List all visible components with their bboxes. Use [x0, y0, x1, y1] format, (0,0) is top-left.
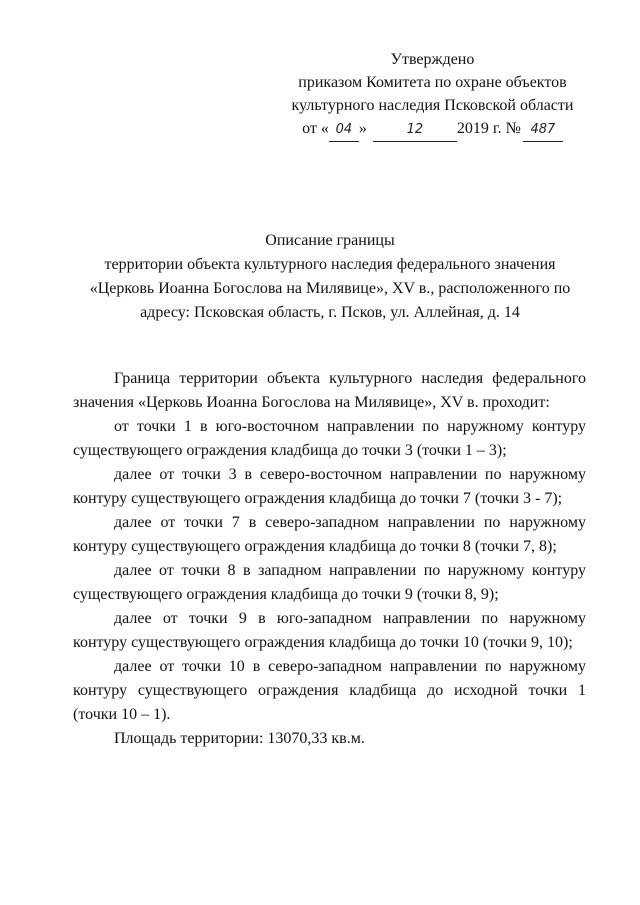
order-number-handwritten: 487 — [523, 118, 563, 142]
date-mid: » — [358, 120, 367, 137]
approval-date-line — [270, 117, 595, 142]
paragraph-segment-7-8: далее от точки 7 в северо-западном направлении по наружному контуру существующего ограждения кладбища до точки 8 (точки 7, 8); — [73, 514, 586, 555]
paragraph-segment-10-1: далее от точки 10 в северо-западном направлении по наружному контуру существующего ограждения кладбища до исходной точки 1 (точки 10 – 1). — [73, 658, 586, 723]
approval-committee-line: культурного наследия Псковской области — [291, 97, 574, 114]
paragraph-segment-1-3: от точки 1 в юго-восточном направлении по наружному контуру существующего ограждения кладбища до точки 3 (точки 1 – 3); — [73, 418, 586, 459]
document-body — [73, 367, 586, 751]
title-line-3: «Церковь Иоанна Богослова на Милявице», XV в., расположенного по — [89, 280, 571, 297]
date-month-handwritten: 12 — [373, 118, 457, 142]
paragraph-segment-3-7: далее от точки 3 в северо-восточном направлении по наружному контуру существующего ограждения кладбища до точки 7 (точки 3 - 7); — [73, 466, 586, 507]
approval-order-line: приказом Комитета по охране объектов — [298, 74, 567, 91]
date-prefix: от « — [302, 120, 329, 137]
title-line-4: адресу: Псковская область, г. Псков, ул. Аллейная, д. 14 — [140, 304, 520, 321]
date-day-handwritten: 04 — [329, 118, 359, 142]
title-line-1: Описание границы — [265, 232, 395, 249]
approval-block — [270, 48, 595, 142]
document-title — [60, 229, 600, 325]
paragraph-segment-8-9: далее от точки 8 в западном направлении по наружному контуру существующего ограждения кладбища до точки 9 (точки 8, 9); — [73, 562, 586, 603]
approval-heading: Утверждено — [390, 51, 475, 68]
date-year-number: 2019 г. № — [456, 120, 521, 137]
title-line-2: территории объекта культурного наследия федерального значения — [104, 256, 556, 273]
paragraph-area: Площадь территории: 13070,33 кв.м. — [114, 730, 365, 747]
paragraph-intro: Граница территории объекта культурного наследия федерального значения «Церковь Иоанна Богослова на Милявице», XV в. проходит: — [73, 370, 586, 411]
paragraph-segment-9-10: далее от точки 9 в юго-западном направлении по наружному контуру существующего ограждения кладбища до точки 10 (точки 9, 10); — [73, 610, 586, 651]
